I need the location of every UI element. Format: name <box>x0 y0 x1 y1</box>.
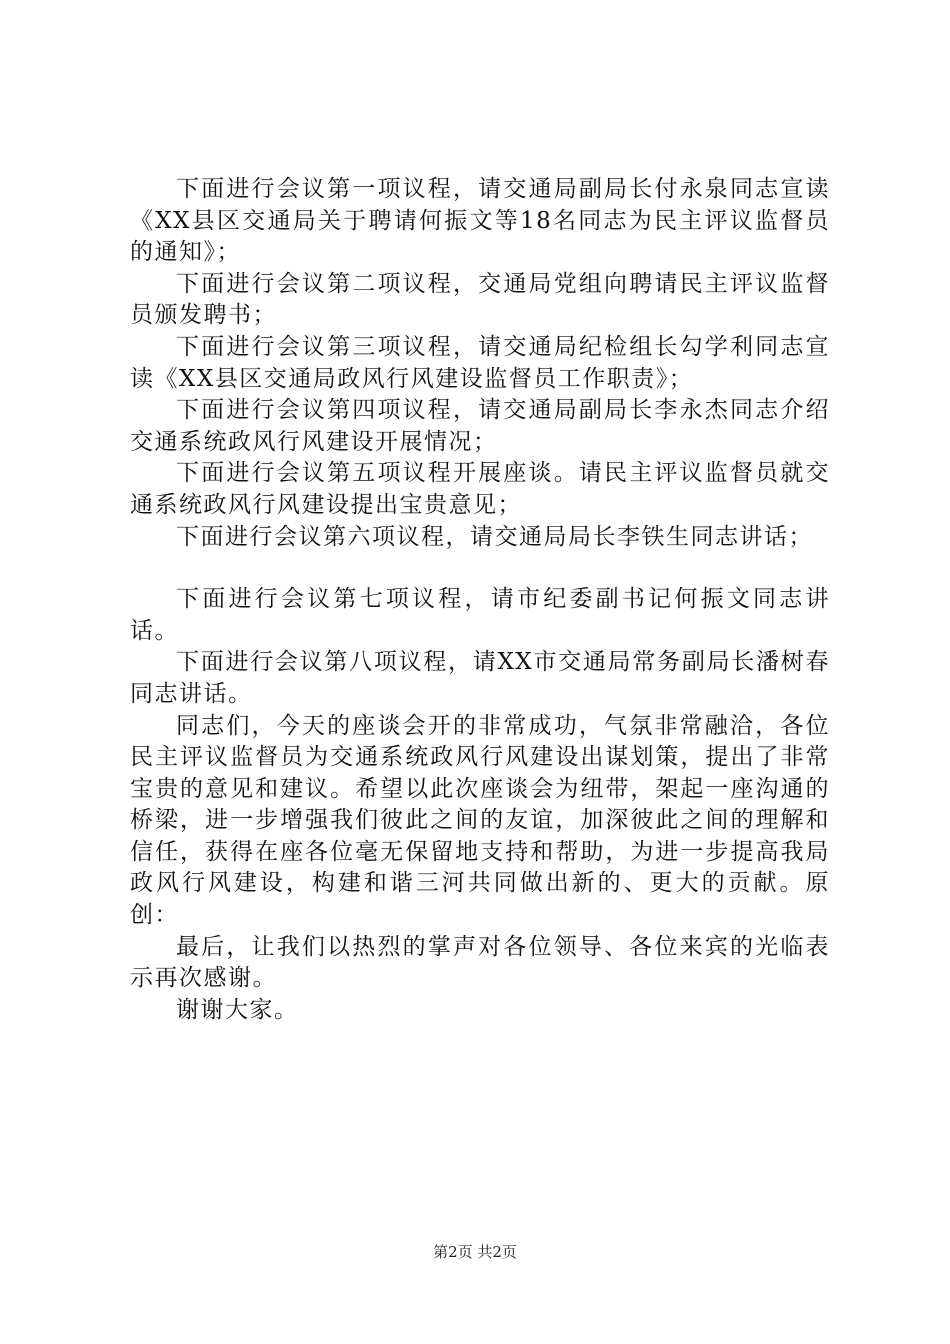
paragraph-agenda-2: 下面进行会议第二项议程，交通局党组向聘请民主评议监督员颁发聘书； <box>130 270 830 329</box>
paragraph-agenda-7: 下面进行会议第七项议程，请市纪委副书记何振文同志讲话。 <box>130 586 830 644</box>
paragraph-agenda-3: 下面进行会议第三项议程，请交通局纪检组长勾学利同志宣读《XX县区交通局政风行风建设监督员工作职责》； <box>130 333 830 392</box>
page-footer: 第2页 共2页 <box>433 1243 517 1261</box>
paragraph-agenda-1: 下面进行会议第一项议程，请交通局副局长付永泉同志宣读《XX县区交通局关于聘请何振文等18名同志为民主评议监督员的通知》； <box>130 176 830 266</box>
blank-line <box>130 553 830 584</box>
paragraph-agenda-5: 下面进行会议第五项议程开展座谈。请民主评议监督员就交通系统政风行风建设提出宝贵意见； <box>130 460 830 518</box>
document-body <box>130 174 830 1026</box>
paragraph-thanks-applause: 最后，让我们以热烈的掌声对各位领导、各位来宾的光临表示再次感谢。 <box>130 933 830 992</box>
paragraph-agenda-4: 下面进行会议第四项议程，请交通局副局长李永杰同志介绍交通系统政风行风建设开展情况； <box>130 397 830 455</box>
paragraph-closing-remarks: 同志们，今天的座谈会开的非常成功，气氛非常融洽，各位民主评议监督员为交通系统政风行风建设出谋划策，提出了非常宝贵的意见和建议。希望以此次座谈会为纽带，架起一座沟通的桥梁，进一步增强我们彼此之间的友谊，加深彼此之间的理解和信任，获得在座各位毫无保留地支持和帮助，为进一步提高我局政风行风建设，构建和谐三河共同做出新的、更大的贡献。原创： <box>130 712 830 929</box>
paragraph-agenda-8: 下面进行会议第八项议程，请XX市交通局常务副局长潘树春同志讲话。 <box>130 649 830 707</box>
paragraph-agenda-6: 下面进行会议第六项议程，请交通局局长李铁生同志讲话； <box>176 523 813 550</box>
paragraph-thank-you: 谢谢大家。 <box>176 996 299 1023</box>
